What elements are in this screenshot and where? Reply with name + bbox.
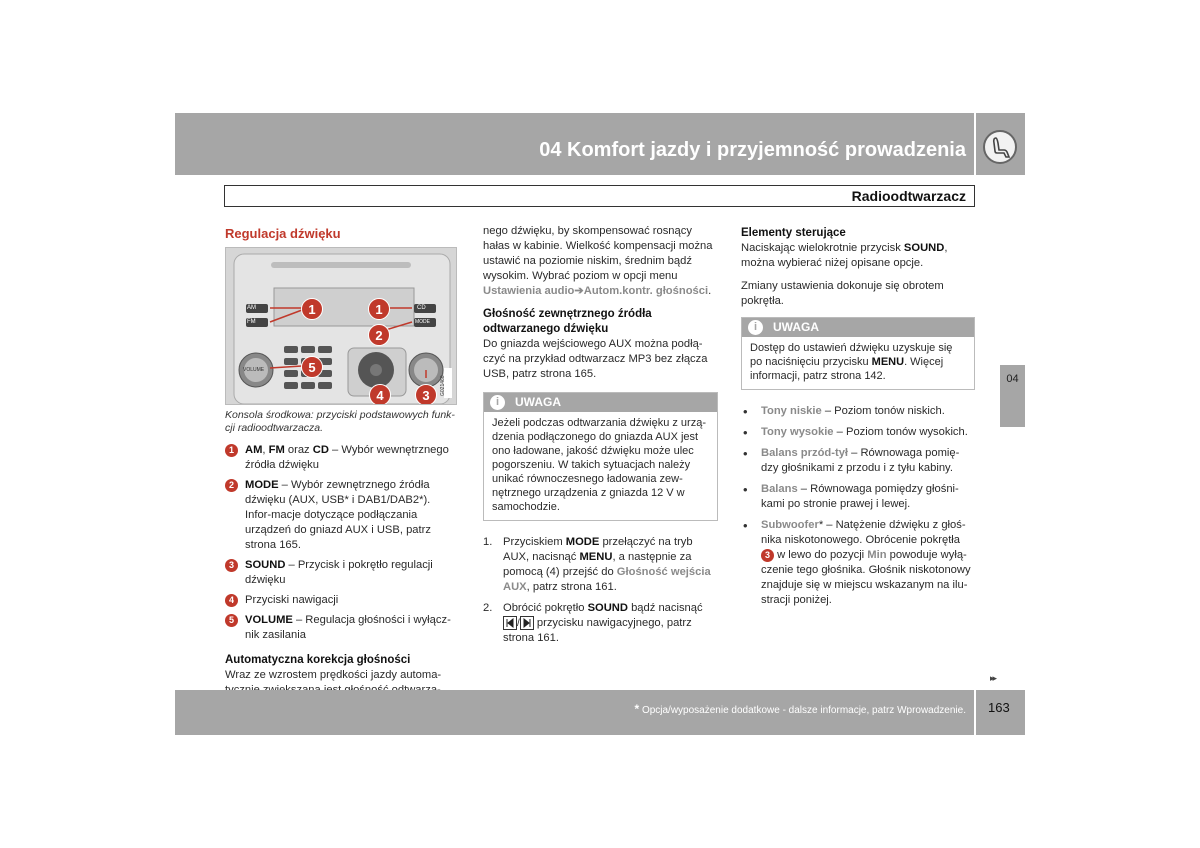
marker-3: 3 <box>415 384 437 405</box>
step-bold: MENU <box>579 551 613 563</box>
setting-name: Tony niskie <box>761 405 822 417</box>
paragraph <box>483 224 718 299</box>
side-tab-label: 04 <box>1006 373 1019 385</box>
step-text: bądź nacisnąć <box>627 602 703 614</box>
bullet-text: – Równowaga pomiędzy głośni-kami po stronie prawej i lewej. <box>761 483 959 510</box>
note-title: UWAGA <box>515 395 561 409</box>
bullet-item <box>741 425 975 440</box>
step-text: przycisku nawigacyjnego, patrz strona 161. <box>503 617 692 644</box>
fm-button-label: FM <box>247 319 256 325</box>
note-header <box>742 318 974 337</box>
bullet-item <box>741 518 975 608</box>
list-item <box>225 613 458 643</box>
marker-1-left: 1 <box>301 298 323 320</box>
footer-note-text: Opcja/wyposażenie dodatkowe - dalsze informacje, patrz Wprowadzenie. <box>641 705 966 716</box>
item-sep: oraz <box>284 444 313 456</box>
sub-heading: Głośność zewnętrznego źródła odtwarzanego dźwięku <box>483 308 652 335</box>
list-item <box>225 443 458 473</box>
continue-arrow-icon: ▸▸ <box>990 673 996 683</box>
list-item <box>225 593 458 608</box>
note-box <box>483 392 718 521</box>
paragraph-bold: SOUND <box>903 242 945 254</box>
chapter-title: 04 Komfort jazdy i przyjemność prowadzenia <box>539 139 966 161</box>
chapter-header <box>175 113 974 175</box>
cd-button-label: CD <box>417 305 426 311</box>
bullet-text: – Równowaga pomię-dzy głośnikami z przodu i z tyłu kabiny. <box>761 447 960 474</box>
page-number: 163 <box>988 700 1010 715</box>
item-number: 5 <box>225 614 238 627</box>
marker-5: 5 <box>301 356 323 378</box>
ordered-step <box>483 535 718 595</box>
menu-path-link[interactable]: Autom.kontr. głośności <box>583 285 709 297</box>
note-title: UWAGA <box>773 320 819 334</box>
section-bar <box>224 185 975 207</box>
footer-asterisk: * <box>634 702 640 716</box>
step-number: 1. <box>483 536 493 548</box>
note-bold: MENU <box>871 356 905 368</box>
step-text: Obrócić pokrętło <box>503 602 588 614</box>
step-text: , a następnie za pomocą (4) przejść do <box>503 551 692 578</box>
step-text: Przyciskiem <box>503 536 566 548</box>
item-number: 3 <box>761 549 774 562</box>
bullet-item <box>741 446 975 476</box>
paragraph-text: Naciskając wielokrotnie przycisk <box>741 242 904 254</box>
note-box <box>741 317 975 390</box>
marker-2: 2 <box>368 324 390 346</box>
bullet-item <box>741 404 975 419</box>
item-number: 4 <box>225 594 238 607</box>
next-button-icon <box>520 616 534 630</box>
item-bold: FM <box>268 444 285 456</box>
paragraph: Wraz ze wzrostem prędkości jazdy automa- <box>225 669 442 681</box>
note-text: Dostęp do ustawień dźwięku uzyskuje się po naciśnięciu przycisku <box>750 342 953 368</box>
seat-icon <box>983 130 1017 164</box>
item-text: – Przycisk i pokrętło regulacji dźwięku <box>245 559 433 586</box>
menu-path-link[interactable]: Głośność wejścia AUX <box>503 566 711 593</box>
image-code: G021460 <box>440 375 446 396</box>
item-text: – Wybór wewnętrznego źródła dźwięku <box>245 444 449 471</box>
list-item <box>225 558 458 588</box>
paragraph-text: . <box>708 285 712 297</box>
arrow-icon: ➔ <box>574 285 584 297</box>
column-1-lower <box>225 409 458 706</box>
note-header <box>484 393 717 412</box>
note-body: Jeżeli podczas odtwarzania dźwięku z urzą-dzenia podłączonego do gniazda AUX jest ono ładowane, jakość dźwięku może ulec pogorszeniu. W takich sytuacjach należy unikać równoczesnego ładowania zew-nętrznego urządzenia z gniazda 12 V w samochodzie. <box>492 417 706 513</box>
bullet-text: * – Natężenie dźwięku z głoś-nika niskotonowego. Obrócenie pokrętła <box>761 519 966 546</box>
sub-heading: Automatyczna korekcja głośności <box>225 654 411 666</box>
paragraph-text: , można wybierać niżej opisane opcje. <box>741 242 948 269</box>
paragraph-text: nego dźwięku, by skompensować rosnący hałas w kabinie. Wielkość kompensacji można ustawić na poziomie niskim, średnim bądź wysokim. Wybrać poziom w opcji menu <box>483 225 713 282</box>
setting-name: Min <box>867 549 887 561</box>
item-number: 1 <box>225 444 238 457</box>
paragraph: Zmiany ustawienia dokonuje się obrotem pokrętła. <box>741 280 944 307</box>
radio-drawing <box>226 248 457 405</box>
column-3 <box>741 226 975 614</box>
bullet-item <box>741 482 975 512</box>
image-caption: Konsola środkowa: przyciski podstawowych funk-cji radioodtwarzacza. <box>225 409 455 434</box>
section-heading: Regulacja dźwięku <box>225 226 341 241</box>
item-bold: SOUND <box>245 559 286 571</box>
volume-knob-label: VOLUME <box>243 367 265 373</box>
setting-name: Balans <box>761 483 798 495</box>
bullet-text: – Poziom tonów niskich. <box>821 405 945 417</box>
setting-name: Balans przód-tył <box>761 447 849 459</box>
mode-button-label: MODE <box>415 319 430 325</box>
marker-4: 4 <box>369 384 391 405</box>
item-number: 2 <box>225 479 238 492</box>
list-item <box>225 478 458 553</box>
section-title: Radioodtwarzacz <box>851 188 966 204</box>
chapter-side-tab[interactable] <box>1000 365 1025 427</box>
item-bold: CD <box>312 444 329 456</box>
step-bold: MODE <box>565 536 600 548</box>
ordered-step: 2. Obrócić pokrętło SOUND bądź nacisnąć / przycisku nawigacyjnego, patrz strona 161. <box>483 602 703 644</box>
sub-heading: Elementy sterujące <box>741 227 846 239</box>
item-bold: MODE <box>245 479 279 491</box>
bullet-text: – Poziom tonów wysokich. <box>833 426 968 438</box>
paragraph <box>741 241 975 271</box>
item-text: – Wybór zewnętrznego źródła dźwięku (AUX, USB* i DAB1/DAB2*). Infor-macje dotyczące podłączania urządzeń do gniazd AUX i USB, patrz strona 165. <box>245 479 431 551</box>
info-icon: i <box>748 320 763 335</box>
setting-name: Tony wysokie <box>761 426 834 438</box>
paragraph: Do gniazda wejściowego AUX można podłą-czyć na przykład odtwarzacz MP3 bez złącza USB, patrz strona 165. <box>483 338 708 380</box>
item-sep: , <box>262 444 269 456</box>
info-icon: i <box>490 395 505 410</box>
note-body <box>742 337 974 389</box>
item-bold: AM <box>245 444 263 456</box>
column-1 <box>225 226 458 241</box>
footer-bar <box>175 690 974 735</box>
item-text: Przyciski nawigacji <box>245 594 339 606</box>
item-bold: VOLUME <box>245 614 293 626</box>
item-text: – Regulacja głośności i wyłącz-nik zasilania <box>245 614 451 641</box>
bullet-text: powoduje wyłą-czenie tego głośnika. Głośnik niskotonowy znajduje się w miejscu wskazanym na ilu-stracji poniżej. <box>761 549 971 606</box>
bullet-text: w lewo do pozycji <box>774 549 868 561</box>
marker-1-right: 1 <box>368 298 390 320</box>
note-text: . Więcej informacji, patrz strona 142. <box>750 356 944 382</box>
footer-note <box>634 702 966 716</box>
am-button-label: AM <box>247 305 256 311</box>
step-bold: SOUND <box>587 602 628 614</box>
prev-button-icon <box>503 616 517 630</box>
item-number: 3 <box>225 559 238 572</box>
menu-path-link[interactable]: Ustawienia audio <box>483 285 575 297</box>
step-number: 2. <box>483 602 493 614</box>
step-text: przełączyć na tryb AUX, nacisnąć <box>503 536 693 563</box>
step-text: , patrz strona 161. <box>526 581 617 593</box>
radio-illustration <box>225 247 457 405</box>
setting-name: Subwoofer <box>761 519 819 531</box>
column-2 <box>483 224 718 652</box>
